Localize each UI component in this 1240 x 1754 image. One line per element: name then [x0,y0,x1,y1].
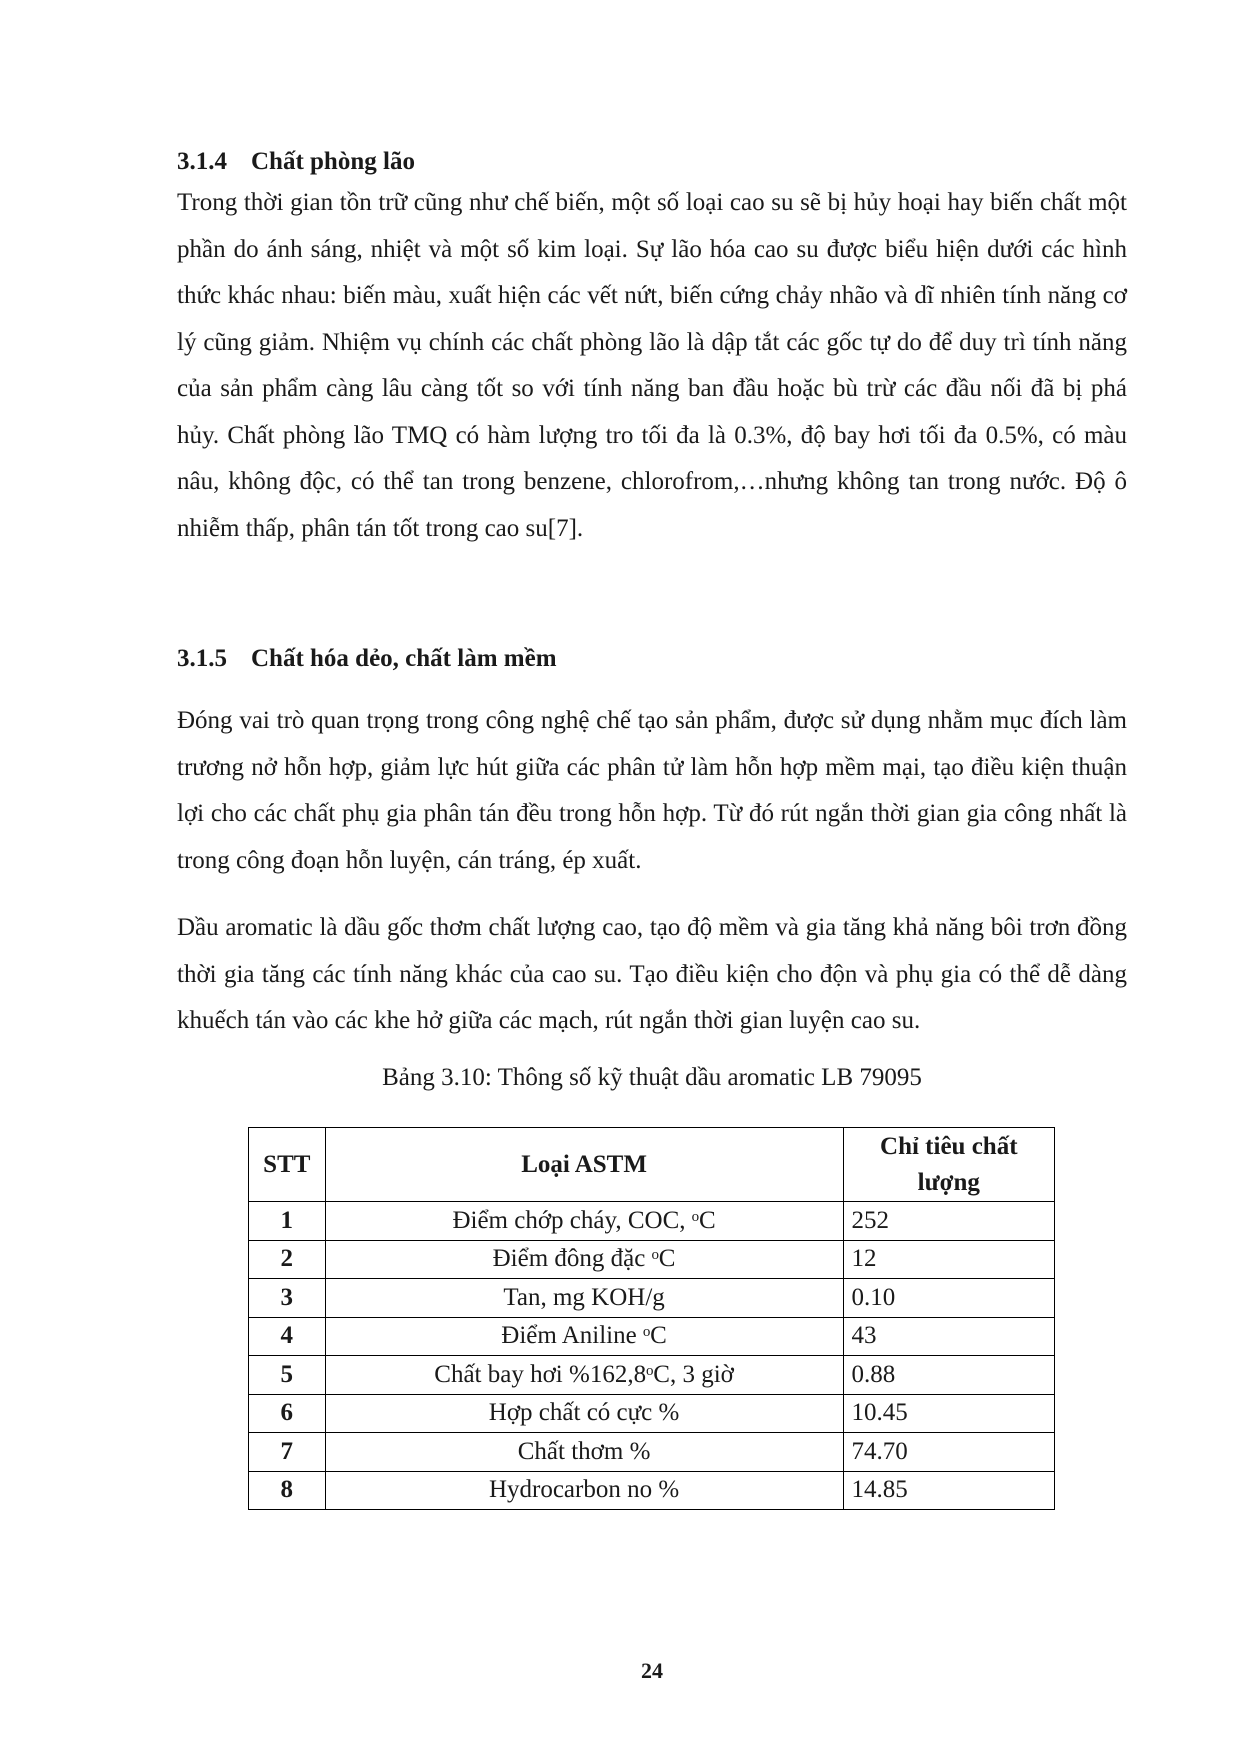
table-row [249,1317,1055,1356]
cell-name: Hydrocarbon no % [325,1471,843,1510]
cell-stt: 4 [249,1317,326,1356]
table-row [249,1240,1055,1279]
cell-stt: 5 [249,1356,326,1395]
table-header-row [249,1128,1055,1202]
spec-table [248,1127,1055,1510]
table-caption: Bảng 3.10: Thông số kỹ thuật dầu aromatic LB 79095 [382,1064,922,1091]
cell-name: Điểm chớp cháy, COC, ᵒC [325,1202,843,1241]
paragraph-antioxidant: Trong thời gian tồn trữ cũng như chế biến, một số loại cao su sẽ bị hủy hoại hay biến chất một phần do ánh sáng, nhiệt và một số kim loại. Sự lão hóa cao su được biểu hiện dưới các hình thức khác nhau: biến màu, xuất hiện các vết nứt, biến cứng chảy nhão và dĩ nhiên tính năng cơ lý cũng giảm. Nhiệm vụ chính các chất phòng lão là dập tắt các gốc tự do để duy trì tính năng của sản phẩm càng lâu càng tốt so với tính năng ban đầu hoặc bù trừ các đầu nối đã bị phá hủy. Chất phòng lão TMQ có hàm lượng tro tối đa là 0.3%, độ bay hơi tối đa 0.5%, có màu nâu, không độc, có thể tan trong benzene, chlorofrom,…nhưng không tan trong nước. Độ ô nhiễm thấp, phân tán tốt trong cao su[7]. [177,189,1127,542]
cell-value: 12 [843,1240,1054,1279]
page-number: 24 [641,1658,663,1683]
cell-name: Tan, mg KOH/g [325,1279,843,1318]
section-heading-3-1-4 [177,148,415,176]
cell-value: 74.70 [843,1433,1054,1472]
table-row [249,1394,1055,1433]
cell-value: 10.45 [843,1394,1054,1433]
cell-stt: 7 [249,1433,326,1472]
cell-name: Điểm đông đặc ᵒC [325,1240,843,1279]
cell-value: 0.10 [843,1279,1054,1318]
section-title: Chất hóa dẻo, chất làm mềm [251,645,557,672]
cell-value: 252 [843,1202,1054,1241]
cell-name: Chất thơm % [325,1433,843,1472]
table-row [249,1471,1055,1510]
section-heading-3-1-5 [177,645,557,673]
section-number: 3.1.5 [177,645,227,672]
header-stt: STT [249,1128,326,1202]
header-quality: Chỉ tiêu chất lượng [843,1128,1054,1202]
cell-stt: 6 [249,1394,326,1433]
cell-value: 14.85 [843,1471,1054,1510]
cell-stt: 3 [249,1279,326,1318]
cell-stt: 1 [249,1202,326,1241]
header-astm: Loại ASTM [325,1128,843,1202]
paragraph-plasticizer: Đóng vai trò quan trọng trong công nghệ chế tạo sản phẩm, được sử dụng nhằm mục đích làm trương nở hỗn hợp, giảm lực hút giữa các phân tử làm hỗn hợp mềm mại, tạo điều kiện thuận lợi cho các chất phụ gia phân tán đều trong hỗn hợp. Từ đó rút ngắn thời gian gia công nhất là trong công đoạn hỗn luyện, cán tráng, ép xuất. [177,707,1127,874]
table-row [249,1279,1055,1318]
paragraph-aromatic-oil: Dầu aromatic là dầu gốc thơm chất lượng cao, tạo độ mềm và gia tăng khả năng bôi trơn đồng thời gia tăng các tính năng khác của cao su. Tạo điều kiện cho độn và phụ gia có thể dễ dàng khuếch tán vào các khe hở giữa các mạch, rút ngắn thời gian luyện cao su. [177,914,1127,1034]
cell-stt: 2 [249,1240,326,1279]
cell-stt: 8 [249,1471,326,1510]
section-title: Chất phòng lão [251,148,415,175]
table-row [249,1433,1055,1472]
cell-value: 43 [843,1317,1054,1356]
section-number: 3.1.4 [177,148,227,175]
table-row [249,1356,1055,1395]
cell-name: Hợp chất có cực % [325,1394,843,1433]
cell-name: Chất bay hơi %162,8ᵒC, 3 giờ [325,1356,843,1395]
table-row [249,1202,1055,1241]
cell-value: 0.88 [843,1356,1054,1395]
cell-name: Điểm Aniline ᵒC [325,1317,843,1356]
